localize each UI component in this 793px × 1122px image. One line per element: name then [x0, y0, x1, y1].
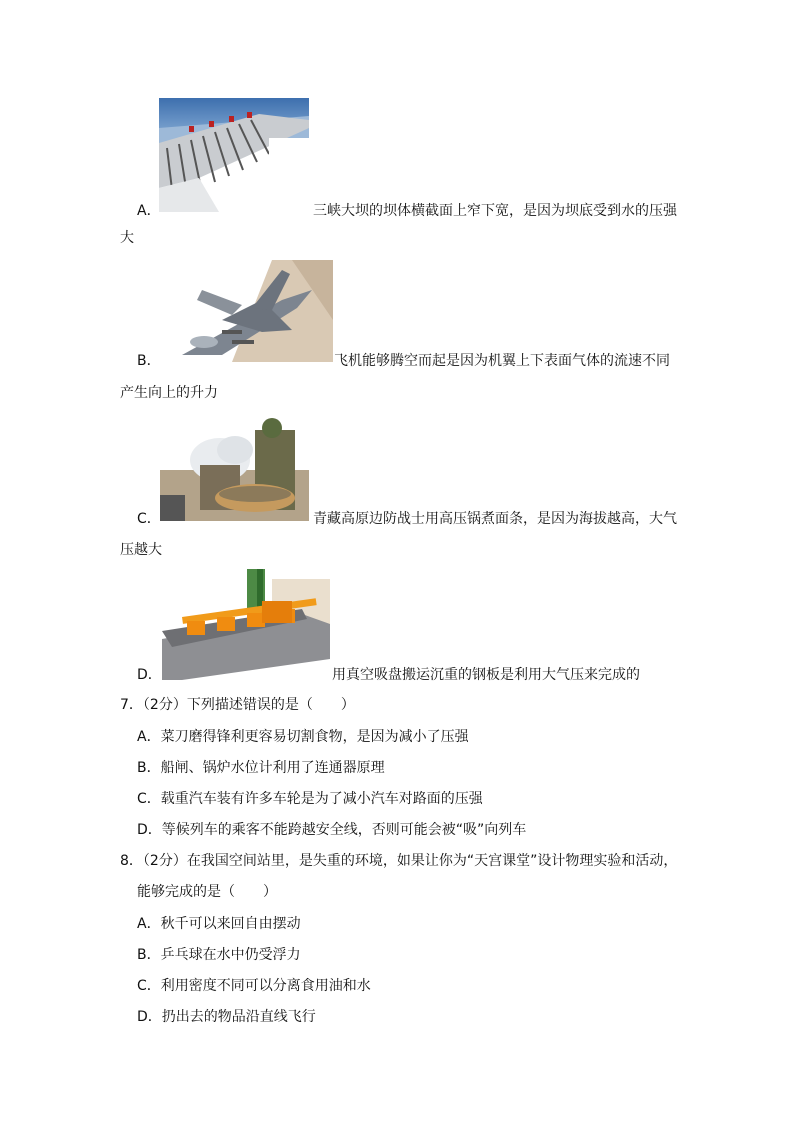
question-8-stem: 8．（2分）在我国空间站里，是失重的环境，如果让你为“天宫课堂”设计物理实验和活动，: [120, 853, 678, 869]
option-a-text: 三峡大坝的坝体横截面上窄下宽，是因为坝底受到水的压强: [313, 203, 677, 219]
question-7-stem: 7．（2分）下列描述错误的是（ ）: [120, 697, 355, 713]
question-8-option-d: D．扔出去的物品沿直线飞行: [137, 1009, 316, 1025]
option-b-text: 飞机能够腾空而起是因为机翼上下表面气体的流速不同: [334, 353, 670, 369]
option-b-text-continued: 产生向上的升力: [120, 385, 218, 401]
option-a-text-continued: 大: [120, 230, 134, 246]
option-b-label: B．: [137, 353, 161, 369]
option-c-label: C．: [137, 511, 161, 527]
option-d-text: 用真空吸盘搬运沉重的钢板是利用大气压来完成的: [332, 667, 640, 683]
question-8-option-a: A．秋千可以来回自由摆动: [137, 916, 301, 932]
question-7-option-c: C．载重汽车装有许多车轮是为了减小汽车对路面的压强: [137, 791, 483, 807]
question-7-option-b: B．船闸、锅炉水位计利用了连通器原理: [137, 760, 385, 776]
dam-photo: [159, 98, 309, 212]
question-7-option-d: D．等候列车的乘客不能跨越安全线，否则可能会被“吸”向列车: [137, 822, 527, 838]
vacuum-lifter-photo: [162, 569, 330, 680]
question-8-stem-continued: 能够完成的是（ ）: [137, 884, 277, 900]
option-c-text-continued: 压越大: [120, 542, 162, 558]
option-a-label: A．: [137, 203, 161, 219]
question-8-option-b: B．乒乓球在水中仍受浮力: [137, 947, 301, 963]
option-d-label: D．: [137, 667, 162, 683]
option-c-text: 青藏高原边防战士用高压锅煮面条，是因为海拔越高，大气: [313, 511, 677, 527]
question-8-option-c: C．利用密度不同可以分离食用油和水: [137, 978, 371, 994]
jet-fighter-photo: [162, 260, 333, 362]
question-7-option-a: A．菜刀磨得锋利更容易切割食物，是因为减小了压强: [137, 729, 469, 745]
soldiers-cooking-photo: [160, 410, 309, 521]
